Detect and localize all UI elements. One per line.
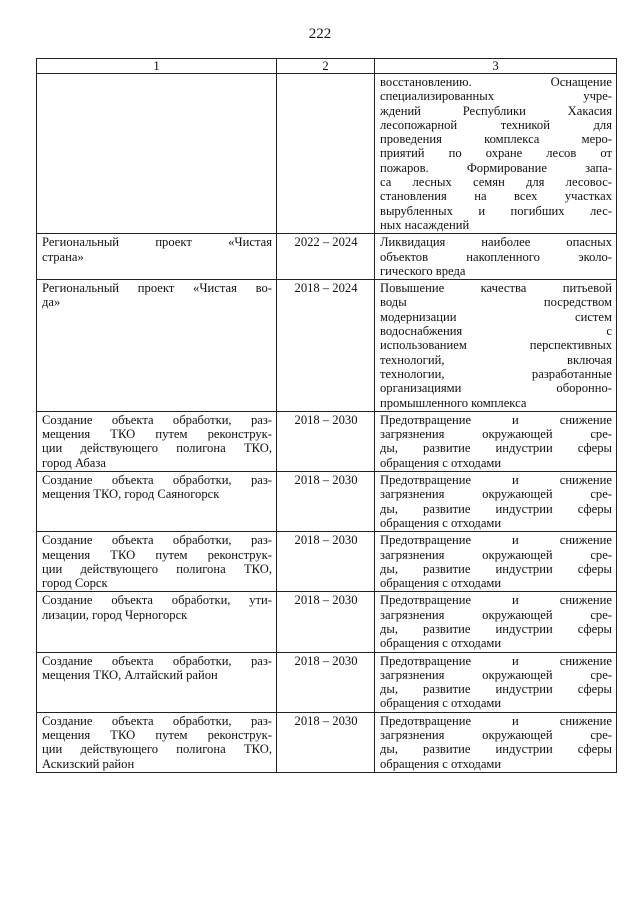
expected-result-line: ды, развитие индустрии сферы (380, 561, 612, 576)
expected-result-line: модернизации систем (380, 309, 612, 324)
expected-result-line: Ликвидация наиболее опасных (380, 235, 612, 250)
table-row (37, 712, 617, 772)
expected-result-line: ждений Республики Хакасия (380, 103, 612, 118)
expected-result-line: лесопожарной техникой для (380, 117, 612, 132)
table-header-row (37, 59, 617, 74)
expected-result-line: ды, развитие индустрии сферы (380, 441, 612, 456)
period-cell: 2018 – 2024 (277, 280, 375, 412)
table-row (37, 472, 617, 532)
table-row (37, 74, 617, 234)
period-cell: 2018 – 2030 (277, 411, 375, 471)
expected-result-line: вырубленных и погибших лес- (380, 203, 612, 218)
expected-result-line: Предотвращение и снижение (380, 533, 612, 548)
expected-result-line: Предотвращение и снижение (380, 593, 612, 608)
project-name-line: мещения ТКО, Алтайский район (42, 667, 218, 682)
expected-result-line: Предотвращение и снижение (380, 473, 612, 488)
project-name-line: Региональный проект «Чистая (42, 235, 272, 250)
project-name-line: мещения ТКО путем реконструк- (42, 728, 272, 743)
table-row (37, 280, 617, 412)
expected-result-line: Предотвращение и снижение (380, 653, 612, 668)
project-name-line: город Абаза (42, 455, 106, 470)
column-header-1: 1 (37, 59, 277, 74)
table-row (37, 652, 617, 712)
expected-result-line: воды посредством (380, 295, 612, 310)
expected-result-line: загрязнения окружающей сре- (380, 547, 612, 562)
project-name-line: Создание объекта обработки, раз- (42, 653, 272, 668)
period-cell: 2018 – 2030 (277, 652, 375, 712)
table-row (37, 234, 617, 280)
project-name-line: Создание объекта обработки, раз- (42, 713, 272, 728)
expected-result-line: обращения с отходами (380, 515, 502, 530)
expected-result-line: специализированных учре- (380, 89, 612, 104)
project-name-line: мещения ТКО путем реконструк- (42, 547, 272, 562)
expected-result-line: промышленного комплекса (380, 395, 527, 410)
expected-result-cell (375, 532, 617, 592)
project-name-line: ции действующего полигона ТКО, (42, 441, 272, 456)
period-cell: 2022 – 2024 (277, 234, 375, 280)
project-name-line: Аскизский район (42, 756, 135, 771)
expected-result-line: технологий, включая (380, 352, 612, 367)
expected-result-line: обращения с отходами (380, 756, 502, 771)
project-name-cell (37, 652, 277, 712)
project-name-cell (37, 74, 277, 234)
expected-result-line: ных насаждений (380, 217, 470, 232)
project-name-cell (37, 712, 277, 772)
expected-result-line: загрязнения окружающей сре- (380, 607, 612, 622)
project-name-cell (37, 472, 277, 532)
expected-result-cell (375, 592, 617, 652)
table-row (37, 592, 617, 652)
expected-result-line: обращения с отходами (380, 455, 502, 470)
period-cell (277, 74, 375, 234)
expected-result-line: использованием перспективных (380, 338, 612, 353)
expected-result-cell (375, 712, 617, 772)
expected-result-line: приятий по охране лесов от (380, 146, 612, 161)
project-name-cell (37, 411, 277, 471)
expected-result-cell (375, 411, 617, 471)
expected-result-cell (375, 234, 617, 280)
expected-result-line: Повышение качества питьевой (380, 281, 612, 296)
table-row (37, 532, 617, 592)
project-name-cell (37, 532, 277, 592)
expected-result-line: объектов накопленного эколо- (380, 249, 612, 264)
expected-result-cell (375, 472, 617, 532)
project-name-line: Создание объекта обработки, раз- (42, 412, 272, 427)
page-number: 222 (308, 26, 332, 42)
expected-result-line: пожаров. Формирование запа- (380, 160, 612, 175)
expected-result-line: загрязнения окружающей сре- (380, 427, 612, 442)
projects-table (36, 58, 617, 773)
expected-result-line: загрязнения окружающей сре- (380, 728, 612, 743)
period-cell: 2018 – 2030 (277, 532, 375, 592)
expected-result-line: технологии, разработанные (380, 366, 612, 381)
expected-result-line: проведения комплекса меро- (380, 132, 612, 147)
expected-result-line: ды, развитие индустрии сферы (380, 621, 612, 636)
table-row (37, 411, 617, 471)
project-name-line: ции действующего полигона ТКО, (42, 561, 272, 576)
project-name-line: мещения ТКО путем реконструк- (42, 427, 272, 442)
expected-result-line: обращения с отходами (380, 636, 502, 651)
expected-result-line: организациями оборонно- (380, 381, 612, 396)
expected-result-line: становления на всех участках (380, 189, 612, 204)
expected-result-line: ды, развитие индустрии сферы (380, 501, 612, 516)
project-name-line: Создание объекта обработки, раз- (42, 533, 272, 548)
expected-result-line: ды, развитие индустрии сферы (380, 742, 612, 757)
expected-result-line: обращения с отходами (380, 576, 502, 591)
project-name-line: да» (42, 295, 61, 310)
expected-result-line: обращения с отходами (380, 696, 502, 711)
period-cell: 2018 – 2030 (277, 592, 375, 652)
expected-result-cell (375, 280, 617, 412)
project-name-line: страна» (42, 249, 84, 264)
project-name-line: город Сорск (42, 576, 108, 591)
expected-result-line: Предотвращение и снижение (380, 713, 612, 728)
column-header-2: 2 (277, 59, 375, 74)
expected-result-line: ды, развитие индустрии сферы (380, 682, 612, 697)
expected-result-line: загрязнения окружающей сре- (380, 487, 612, 502)
period-cell: 2018 – 2030 (277, 712, 375, 772)
expected-result-line: са лесных семян для лесовос- (380, 175, 612, 190)
column-header-3: 3 (375, 59, 617, 74)
project-name-line: мещения ТКО, город Саяногорск (42, 487, 220, 502)
project-name-line: Создание объекта обработки, ути- (42, 593, 272, 608)
table-body (37, 74, 617, 773)
project-name-line: ции действующего полигона ТКО, (42, 742, 272, 757)
expected-result-cell (375, 74, 617, 234)
project-name-cell (37, 592, 277, 652)
expected-result-line: водоснабжения с (380, 324, 612, 339)
project-name-cell (37, 280, 277, 412)
project-name-line: Создание объекта обработки, раз- (42, 473, 272, 488)
project-name-cell (37, 234, 277, 280)
project-name-line: Региональный проект «Чистая во- (42, 281, 272, 296)
expected-result-cell (375, 652, 617, 712)
period-cell: 2018 – 2030 (277, 472, 375, 532)
expected-result-line: восстановлению. Оснащение (380, 75, 612, 89)
expected-result-line: Предотвращение и снижение (380, 412, 612, 427)
expected-result-line: загрязнения окружающей сре- (380, 667, 612, 682)
project-name-line: лизации, город Черногорск (42, 607, 188, 622)
expected-result-line: гического вреда (380, 263, 466, 278)
